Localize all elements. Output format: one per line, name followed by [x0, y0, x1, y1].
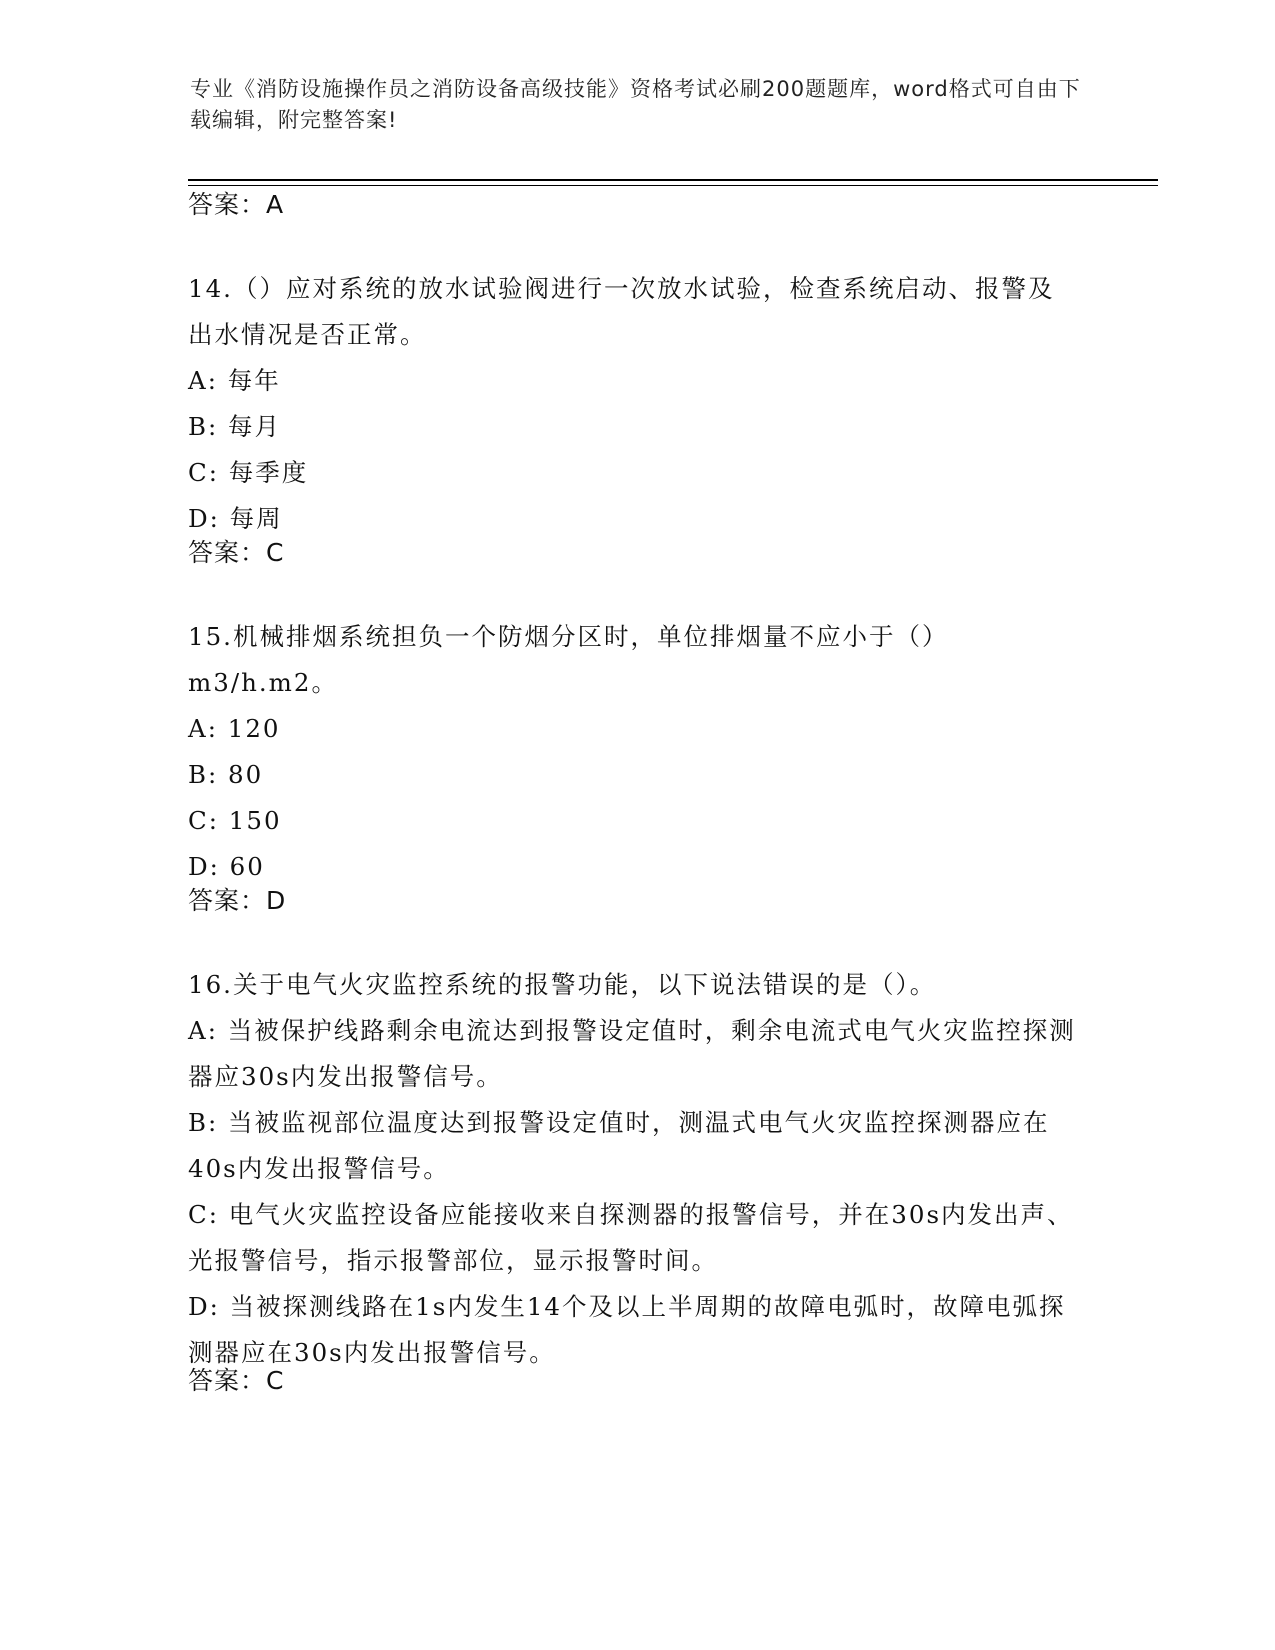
option-b: B: 当被监视部位温度达到报警设定值时，测温式电气火灾监控探测器应在40s内发出报警信号。 [188, 1108, 1050, 1183]
question-stem: 15.机械排烟系统担负一个防烟分区时，单位排烟量不应小于（）m3/h.m2。 [188, 622, 949, 697]
option-d: D: 当被探测线路在1s内发生14个及以上半周期的故障电弧时，故障电弧探测器应在30s内发出报警信号。 [188, 1292, 1066, 1367]
header-title: 专业《消防设施操作员之消防设备高级技能》资格考试必刷200题题库，word格式可自由下载编辑，附完整答案! [190, 77, 1081, 132]
header-divider-thick [188, 179, 1158, 181]
option-b: B: 每月 [188, 412, 282, 441]
question-14 [188, 266, 1078, 542]
question-16 [188, 962, 1078, 1376]
answer-13: 答案：A [188, 190, 285, 219]
answer-14: 答案：C [188, 538, 285, 567]
option-a: A: 每年 [188, 366, 281, 395]
option-a: A: 120 [188, 714, 281, 743]
option-a: A: 当被保护线路剩余电流达到报警设定值时，剩余电流式电气火灾监控探测器应30s内发出报警信号。 [188, 1016, 1076, 1091]
option-d: D: 每周 [188, 504, 283, 533]
question-stem: 14.（）应对系统的放水试验阀进行一次放水试验，检查系统启动、报警及出水情况是否正常。 [188, 274, 1055, 349]
option-c: C: 电气火灾监控设备应能接收来自探测器的报警信号，并在30s内发出声、光报警信号，指示报警部位，显示报警时间。 [188, 1200, 1074, 1275]
answer-15: 答案：D [188, 886, 287, 915]
question-stem: 16.关于电气火灾监控系统的报警功能，以下说法错误的是（）。 [188, 970, 937, 999]
option-c: C: 每季度 [188, 458, 309, 487]
option-d: D: 60 [188, 852, 265, 881]
header-divider-thin [188, 185, 1158, 186]
option-b: B: 80 [188, 760, 264, 789]
answer-16: 答案：C [188, 1366, 285, 1395]
question-15 [188, 614, 1078, 890]
document-header [190, 74, 1090, 136]
option-c: C: 150 [188, 806, 282, 835]
